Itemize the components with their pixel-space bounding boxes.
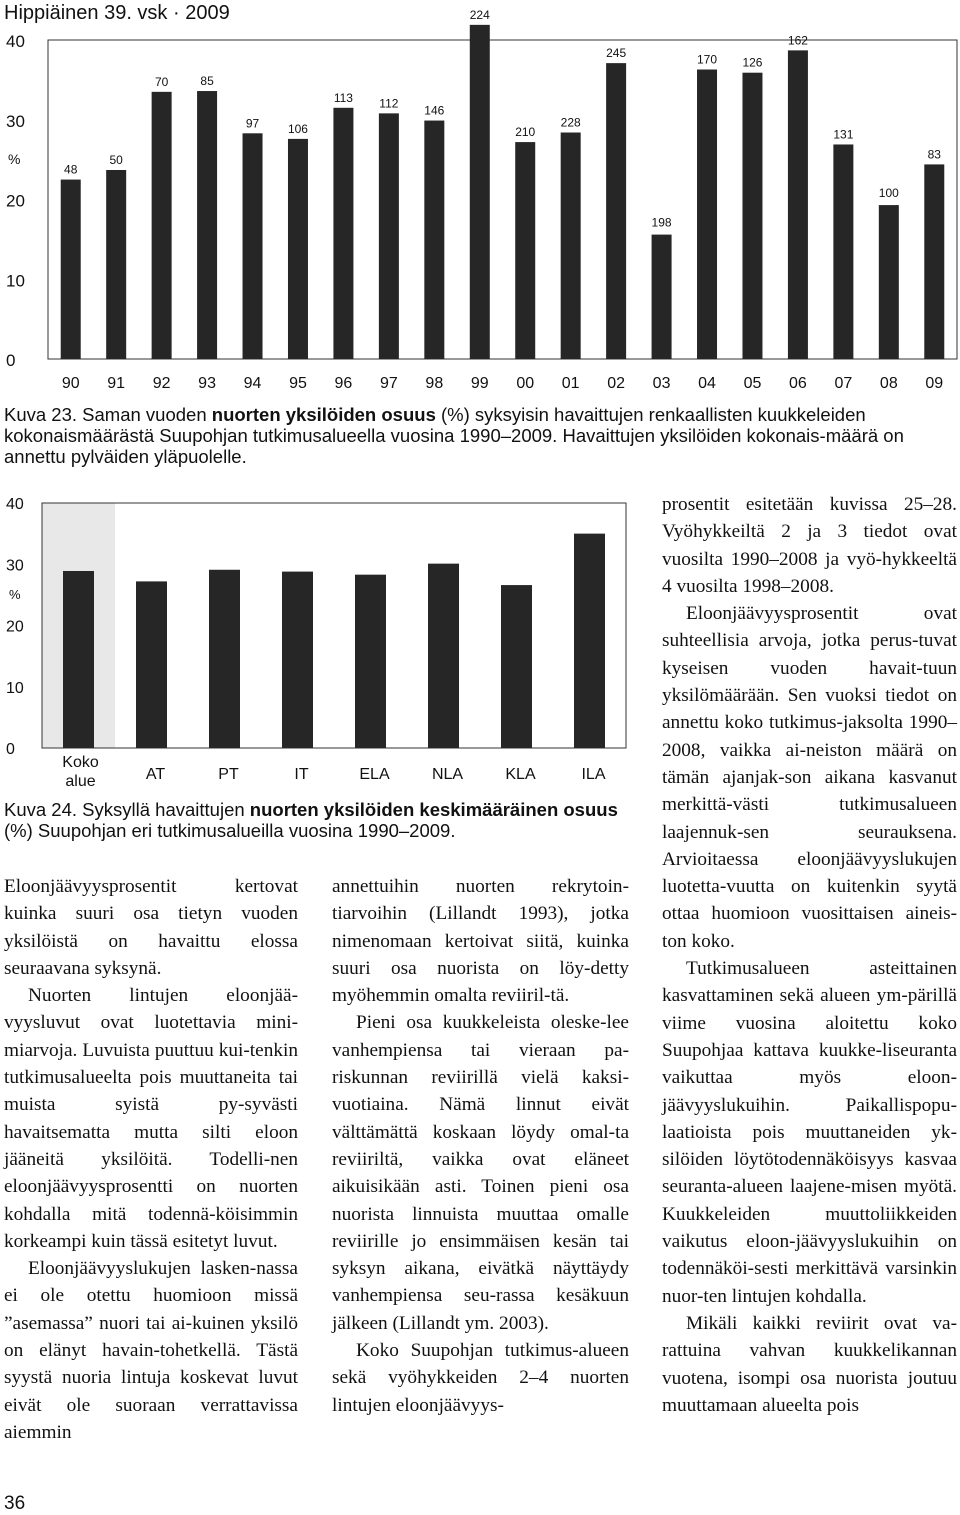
bar (282, 572, 313, 748)
bar-value-label: 97 (245, 116, 260, 131)
x-tick-label: 95 (289, 375, 307, 392)
x-tick-label: 00 (516, 375, 535, 392)
paragraph: Eloonjäävyysprosentit kertovat kuinka suuri osa tietyn vuoden yksilöistä on havaittu elossa seuraavana syksynä. (4, 876, 298, 979)
x-tick-label: 96 (334, 375, 353, 392)
x-tick-label: alue (65, 773, 96, 790)
x-tick-label: IT (294, 766, 309, 783)
x-tick-label: 91 (107, 375, 126, 392)
x-tick-label: 90 (61, 375, 80, 392)
paragraph: Nuorten lintujen eloonjää-vyysluvut ovat luotettavia mini-miarvoja. Luvuista puuttuu kui-tenkin tutkimusalueelta pois muuttaneita tai muista syistä py-syvästi havaitsematta mutta silti eloon jääneitä yksilöitä. Todelli-nen eloonjäävyysprosentti on nuorten kohdalla mitä todennä-köisimmin korkeampi kuin tässä esitetyt luvut. (4, 985, 298, 1252)
bar-value-label: 85 (200, 74, 214, 89)
bar-value-label: 48 (64, 162, 78, 177)
bar-value-label: 228 (560, 115, 581, 130)
paragraph: Eloonjäävyyslukujen lasken-nassa ei ole otettu huomioon missä ”asemassa” nuori tai ai-kuinen yksilö on elänyt havain-tohetkellä. Tästä syystä nuoria lintuja koskevat luvut eivät ole suoraan verrattavissa aiemmin (4, 1258, 298, 1443)
y-tick-label: 0 (6, 351, 16, 370)
x-tick-label: 93 (198, 375, 216, 392)
bar-value-label: 50 (109, 152, 123, 167)
bar (136, 581, 167, 748)
bar-value-label: 131 (833, 127, 854, 142)
bar (243, 133, 263, 359)
bar (152, 92, 172, 359)
x-tick-label: 04 (698, 375, 716, 392)
bar (63, 571, 94, 748)
y-tick-label: 0 (6, 741, 15, 758)
paragraph: Pieni osa kuukkeleista oleske-lee vanhempiensa tai vieraan pa-riskunnan reviirillä vielä kaksi-vuotiaina. Nämä linnut eivät välttämättä koskaan löydy omal-ta reviiriltä, vaikka ovat eläneet aikuisikään asti. Toinen pieni osa nuorista linnuista muuttaa omalle reviirille jo ensimmäisen kesän tai syksyn aikana, eivätkä näyttäydy vanhempiensa seu-rassa kesäkuun jälkeen (Lillandt ym. 2003). (332, 1012, 629, 1334)
y-tick-label: 40 (6, 496, 24, 513)
x-tick-label: 08 (879, 375, 898, 392)
bar-value-label: 198 (651, 215, 672, 230)
y-tick-label: 30 (6, 557, 24, 575)
paragraph: Koko Suupohjan tutkimus-alueen sekä vyöhykkeiden 2–4 nuorten lintujen eloonjäävyys- (332, 1340, 629, 1416)
paragraph: Tutkimusalueen asteittainen kasvattaminen sekä alueen ym-pärillä viime vuosina aloitettu koko Suupohjaa kattava kuukke-liseuranta vaikuttaa myös eloon-jäävyyslukuihin. Paikallispopu-laatioista pois muuttaneiden yk-silöiden löytötodennäköisyys kasvaa seuranta-alueen laajene-misen myötä. Kuukkeleiden muuttoliikkeiden vaikutus eloon-jäävyyslukuihin on todennäköi-sesti merkittävä varsinkin nuor-ten lintujen kohdalla. (662, 958, 957, 1307)
bar (833, 144, 853, 359)
x-tick-label: ILA (581, 766, 606, 783)
bar (561, 133, 581, 359)
x-tick-label: 99 (470, 375, 489, 392)
x-tick-label: 98 (425, 375, 444, 392)
x-tick-label: Koko (62, 754, 99, 771)
paragraph: prosentit esitetään kuvissa 25–28. Vyöhykkeiltä 2 ja 3 tiedot ovat vuosilta 1990–2008 ja vyö-hykkeeltä 4 vuosilta 1998–2008. (662, 494, 957, 597)
chart-survival-by-area (0, 488, 640, 798)
bar-value-label: 245 (606, 46, 627, 61)
bar (788, 50, 808, 359)
bar-value-label: 112 (379, 96, 399, 111)
x-tick-label: 01 (561, 375, 580, 392)
x-tick-label: 02 (607, 375, 626, 392)
running-header: Hippiäinen 39. vsk · 2009 (4, 2, 230, 24)
x-tick-label: 05 (743, 375, 762, 392)
y-tick-label: 20 (6, 618, 24, 636)
x-tick-label: AT (145, 766, 166, 783)
plot-frame (42, 503, 626, 748)
figure23-caption: Kuva 23. Saman vuoden nuorten yksilöiden osuus (%) syksyisin havaittujen renkaallisten kuukkeleiden kokonaismäärästä Suupohjan tutkimusalueella vuosina 1990–2009. Havaittujen yksilöiden kokonais-määrä on annettu pylväiden yläpuolelle. (4, 404, 904, 467)
bar (501, 585, 532, 748)
bar (470, 25, 490, 359)
y-tick-label: 10 (6, 679, 24, 697)
bar (652, 235, 672, 359)
text-column-left (4, 873, 298, 1446)
y-tick-label: 20 (6, 191, 25, 211)
bar-value-label: 170 (697, 52, 718, 67)
y-axis-label: % (8, 151, 21, 167)
bar (209, 570, 240, 748)
bar-value-label: 106 (287, 121, 308, 136)
bar (515, 142, 535, 359)
bar (879, 205, 899, 359)
x-tick-label: 03 (652, 375, 671, 392)
bar-value-label: 210 (515, 125, 536, 140)
bar-value-label: 100 (878, 186, 899, 201)
figure23-label: Kuva 23. (4, 404, 78, 425)
x-tick-label: 09 (925, 375, 944, 392)
bar (197, 91, 217, 359)
bar (924, 164, 944, 359)
bar (742, 73, 762, 359)
x-tick-label: ELA (359, 766, 390, 783)
bar (424, 121, 444, 359)
x-tick-label: KLA (505, 766, 536, 783)
bar (428, 564, 459, 748)
text-column-right (662, 491, 957, 1419)
paragraph: Mikäli kaikki reviirit ovat va-rattuina vahvan kuukkelikannan vuotena, isompi osa nuorista joutuu muuttamaan alueelta pois (662, 1312, 957, 1416)
paragraph: Eloonjäävyysprosentit ovat suhteellisia arvoja, jotka perus-tuvat kyseisen vuoden havait-tuun yksilömäärään. Sen vuoksi tiedot on annettu koko tutkimus-jaksolta 1990–2008, vaikka ai-neiston määrä on tämän ajanjak-son aikana kasvanut merkittä-västi tutkimusalueen laajennuk-sen seurauksena. Arvioitaessa eloonjäävyyslukujen luotetta-vuutta on kuitenkin syytä ottaa huomioon vuosittaisen aineis-ton koko. (662, 603, 957, 952)
bar-value-label: 162 (787, 33, 808, 48)
bar (697, 70, 717, 359)
bar (61, 180, 81, 359)
plot-frame (48, 40, 957, 359)
bar-value-label: 70 (154, 74, 169, 89)
bar-value-label: 224 (469, 7, 490, 22)
x-tick-label: NLA (431, 766, 464, 783)
x-tick-label: 06 (789, 375, 807, 392)
figure24-label: Kuva 24. (4, 799, 78, 820)
bar-value-label: 126 (742, 55, 763, 70)
page-number: 36 (4, 1493, 26, 1514)
x-tick-label: 07 (834, 375, 853, 392)
bar-value-label: 146 (424, 103, 445, 118)
bar (379, 113, 399, 359)
x-tick-label: 94 (243, 375, 262, 392)
x-tick-label: 97 (379, 375, 398, 392)
y-tick-label: 40 (6, 32, 25, 51)
bar (333, 108, 353, 359)
y-tick-label: 30 (6, 111, 25, 131)
bar (355, 575, 386, 748)
figure24-caption: Kuva 24. Syksyllä havaittujen nuorten yksilöiden keskimääräinen osuus (%) Suupohjan eri tutkimusalueilla vuosina 1990–2009. (4, 799, 618, 841)
bar (288, 139, 308, 359)
x-tick-label: PT (218, 766, 239, 783)
text-column-middle (332, 873, 629, 1419)
bar-value-label: 83 (927, 147, 941, 162)
y-axis-label: % (9, 587, 21, 602)
paragraph: annettuihin nuorten rekrytoin-tiarvoihin (Lillandt 1993), jotka nimenomaan kertoivat siitä, kuinka suuri osa nuorista on löy-detty myöhemmin omalta reviiril-tä. (332, 876, 629, 1007)
bar (574, 534, 605, 748)
x-tick-label: 92 (152, 375, 171, 392)
bar (106, 170, 126, 359)
bar-value-label: 113 (333, 90, 353, 105)
y-tick-label: 10 (6, 271, 25, 291)
bar (606, 63, 626, 359)
